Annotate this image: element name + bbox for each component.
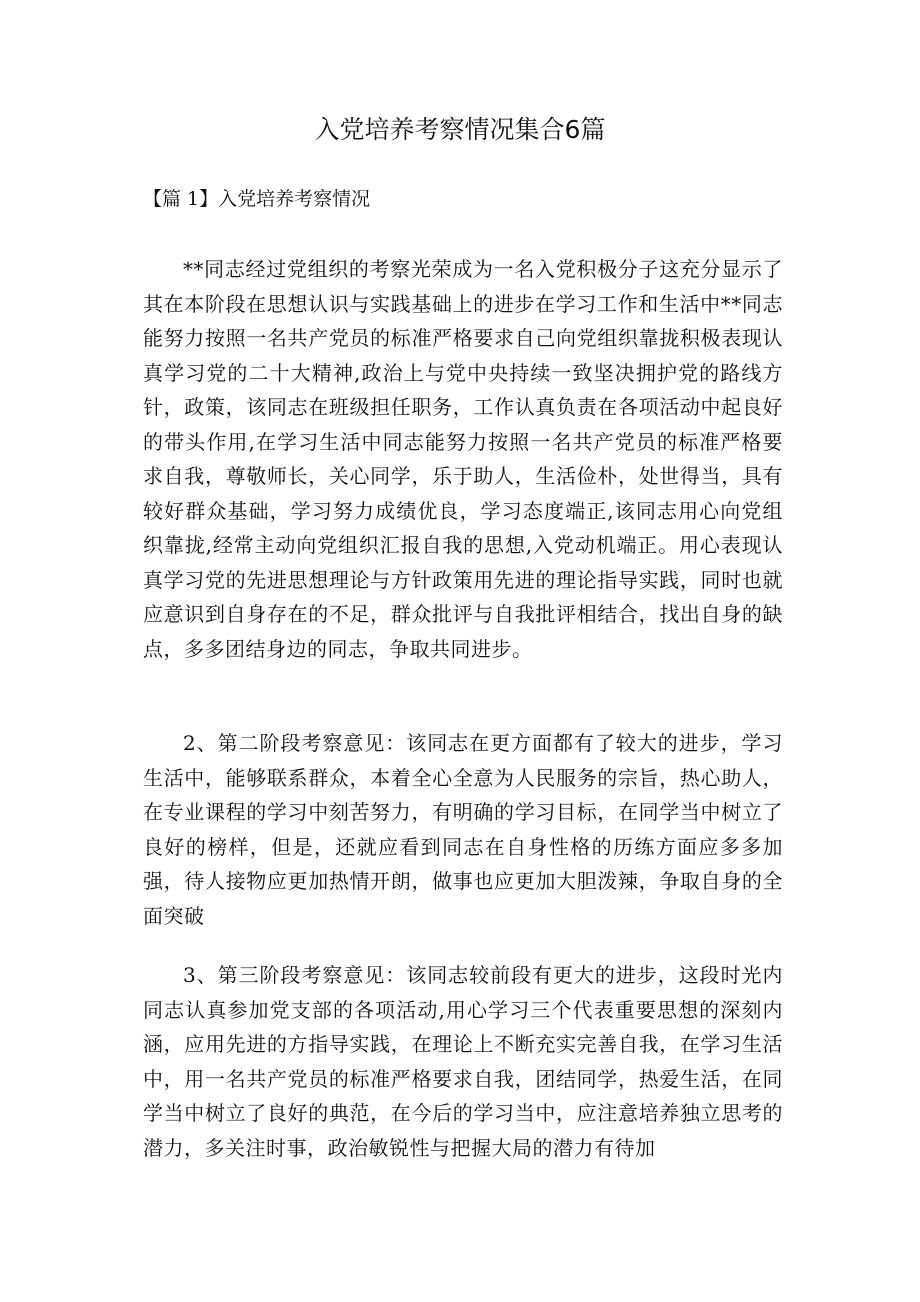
section-heading: 【篇 1】入党培养考察情况 [143, 188, 371, 210]
document-title: 入党培养考察情况集合6篇 [314, 115, 606, 144]
paragraph-1: **同志经过党组织的考察光荣成为一名入党积极分子这充分显示了其在本阶段在思想认识与实践基础上的进步在学习工作和生活中**同志能努力按照一名共产党员的标准严格要求自己向党组织靠拢积极表现认真学习党的二十大精神,政治上与党中央持续一致坚决拥护党的路线方针，政策，该同志在班级担任职务，工作认真负责在各项活动中起良好的带头作用,在学习生活中同志能努力按照一名共产党员的标准严格要求自我，尊敬师长，关心同学，乐于助人，生活俭朴，处世得当，具有较好群众基础，学习努力成绩优良，学习态度端正,该同志用心向党组织靠拢,经常主动向党组织汇报自我的思想,入党动机端正。用心表现认真学习党的先进思想理论与方针政策用先进的理论指导实践，同时也就应意识到自身存在的不足，群众批评与自我批评相结合，找出自身的缺点，多多团结身边的同志，争取共同进步。 [143, 257, 783, 661]
paragraph-3: 3、第三阶段考察意见：该同志较前段有更大的进步，这段时光内同志认真参加党支部的各项活动,用心学习三个代表重要思想的深刻内涵，应用先进的方指导实践，在理论上不断充实完善自我，在学习生活中，用一名共产党员的标准严格要求自我，团结同学，热爱生活，在同学当中树立了良好的典范，在今后的学习当中，应注意培养独立思考的潜力，多关注时事，政治敏锐性与把握大局的潜力有待加 [143, 963, 783, 1160]
paragraph-2: 2、第二阶段考察意见：该同志在更方面都有了较大的进步，学习生活中，能够联系群众，本着全心全意为人民服务的宗旨，热心助人，在专业课程的学习中刻苦努力，有明确的学习目标，在同学当中树立了良好的榜样，但是，还就应看到同志在自身性格的历练方面应多多加强，待人接物应更加热情开朗，做事也应更加大胆泼辣，争取自身的全面突破 [143, 731, 783, 928]
